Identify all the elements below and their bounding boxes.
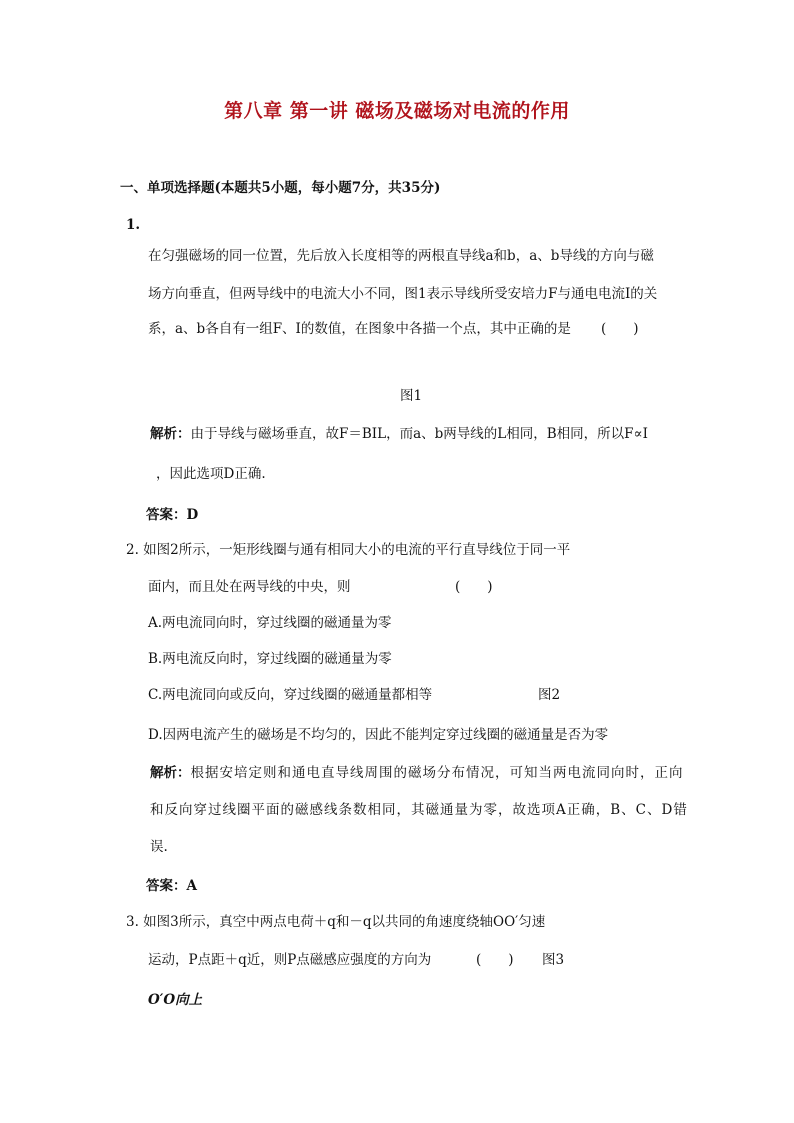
question-3-option-a: O′O向上 <box>148 992 203 1008</box>
figure-2-caption: 图2 <box>538 687 561 703</box>
question-3-line-2: 运动，P点距＋q近，则P点磁感应强度的方向为 <box>148 952 432 968</box>
question-1-line-2: 场方向垂直，但两导线中的电流大小不同，图1表示导线所受安培力F与通电电流I的关 <box>148 286 658 302</box>
question-2-line-1: 2. 如图2所示，一矩形线圈与通有相同大小的电流的平行直导线位于同一平 <box>126 542 571 558</box>
question-2-option-d: D.因两电流产生的磁场是不均匀的，因此不能判定穿过线圈的磁通量是否为零 <box>148 727 609 743</box>
section-heading: 一、单项选择题(本题共5小题，每小题7分，共35分) <box>120 180 441 196</box>
analysis-label: 解析： <box>150 426 191 442</box>
question-1-analysis-line-2: ，因此选项D正确. <box>156 466 266 482</box>
answer-label: 答案： <box>146 507 187 523</box>
question-1-number: 1. <box>126 217 141 233</box>
question-1-line-1: 在匀强磁场的同一位置，先后放入长度相等的两根直导线a和b，a、b导线的方向与磁 <box>148 248 654 264</box>
question-2-line-2: 面内，而且处在两导线的中央，则 <box>148 579 351 595</box>
answer-value: A <box>186 878 197 894</box>
question-2-analysis-line-2: 和反向穿过线圈平面的磁感线条数相同，其磁通量为零，故选项A正确，B、C、D错 <box>150 802 688 818</box>
page-title: 第八章 第一讲 磁场及磁场对电流的作用 <box>224 100 570 122</box>
question-1-answer <box>146 505 198 525</box>
figure-1-caption: 图1 <box>400 388 423 404</box>
question-3-line-1: 3. 如图3所示，真空中两点电荷＋q和－q以共同的角速度绕轴OO′匀速 <box>126 914 546 930</box>
analysis-label: 解析： <box>150 765 191 781</box>
analysis-text: 由于导线与磁场垂直，故F＝BIL，而a、b两导线的L相同，B相同，所以F∝I <box>190 426 648 442</box>
question-2-analysis-line-3: 误. <box>150 839 168 855</box>
question-1-answer-bracket: ( ) <box>601 321 639 337</box>
question-1-analysis <box>150 424 648 444</box>
question-2-analysis <box>150 763 684 783</box>
question-2-option-a: A.两电流同向时，穿过线圈的磁通量为零 <box>148 615 392 631</box>
question-2-option-c: C.两电流同向或反向，穿过线圈的磁通量都相等 <box>148 687 433 703</box>
answer-label: 答案： <box>146 878 187 894</box>
analysis-text: 根据安培定则和通电直导线周围的磁场分布情况，可知当两电流同向时，正向 <box>190 765 684 781</box>
question-2-answer-bracket: ( ) <box>455 579 493 595</box>
question-3-answer-bracket: ( ) <box>476 952 514 968</box>
answer-value: D <box>186 507 199 523</box>
question-2-option-b: B.两电流反向时，穿过线圈的磁通量为零 <box>148 651 392 667</box>
figure-3-caption: 图3 <box>542 952 565 968</box>
question-1-line-3: 系，a、b各自有一组F、I的数值，在图象中各描一个点，其中正确的是 <box>148 321 571 337</box>
question-2-answer <box>146 876 197 896</box>
